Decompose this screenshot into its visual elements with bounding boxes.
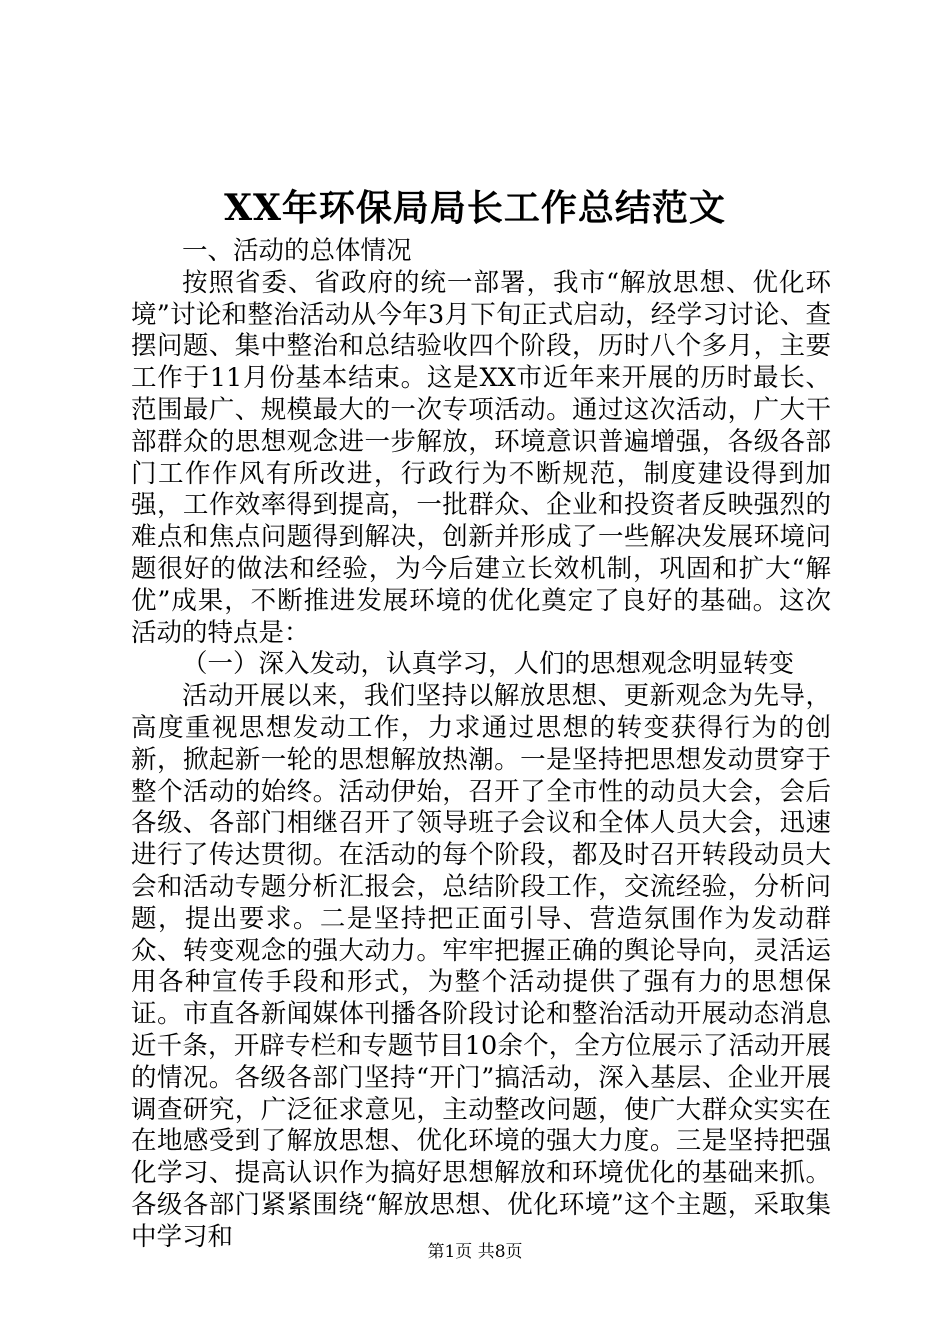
document-body [131,236,831,1254]
paragraph: 活动开展以来，我们坚持以解放思想、更新观念为先导，高度重视思想发动工作，力求通过思想的转变获得行为的创新，掀起新一轮的思想解放热潮。一是坚持把思想发动贯穿于整个活动的始终。活动伊始，召开了全市性的动员大会，会后各级、各部门相继召开了领导班子会议和全体人员大会，迅速进行了传达贯彻。在活动的每个阶段，都及时召开转段动员大会和活动专题分析汇报会，总结阶段工作，交流经验，分析问题，提出要求。二是坚持把正面引导、营造氛围作为发动群众、转变观念的强大动力。牢牢把握正确的舆论导向，灵活运用各种宣传手段和形式，为整个活动提供了强有力的思想保证。市直各新闻媒体刊播各阶段讨论和整治活动开展动态消息近千条，开辟专栏和专题节目10余个，全方位展示了活动开展的情况。各级各部门坚持“开门”搞活动，深入基层、企业开展调查研究，广泛征求意见，主动整改问题，使广大群众实实在在地感受到了解放思想、优化环境的强大力度。三是坚持把强化学习、提高认识作为搞好思想解放和环境优化的基础来抓。各级各部门紧紧围绕“解放思想、优化环境”这个主题，采取集中学习和 [131,681,831,1252]
subsection-heading: （一）深入发动，认真学习，人们的思想观念明显转变 [182,649,795,680]
document-title: XX年环保局局长工作总结范文 [224,187,726,229]
paragraph: 按照省委、省政府的统一部署，我市“解放思想、优化环境”讨论和整治活动从今年3月下旬正式启动，经学习讨论、查摆问题、集中整治和总结验收四个阶段，历时八个多月，主要工作于11月份基本结束。这是XX市近年来开展的历时最长、范围最广、规模最大的一次专项活动。通过这次活动，广大干部群众的思想观念进一步解放，环境意识普遍增强，各级各部门工作作风有所改进，行政行为不断规范，制度建设得到加强，工作效率得到提高，一批群众、企业和投资者反映强烈的难点和焦点问题得到解决，创新并形成了一些解决发展环境问题很好的做法和经验，为今后建立长效机制，巩固和扩大“解优”成果，不断推进发展环境的优化奠定了良好的基础。这次活动的特点是： [131,267,831,648]
section-heading: 一、活动的总体情况 [182,236,412,266]
page-footer: 第1页 共8页 [427,1242,523,1262]
